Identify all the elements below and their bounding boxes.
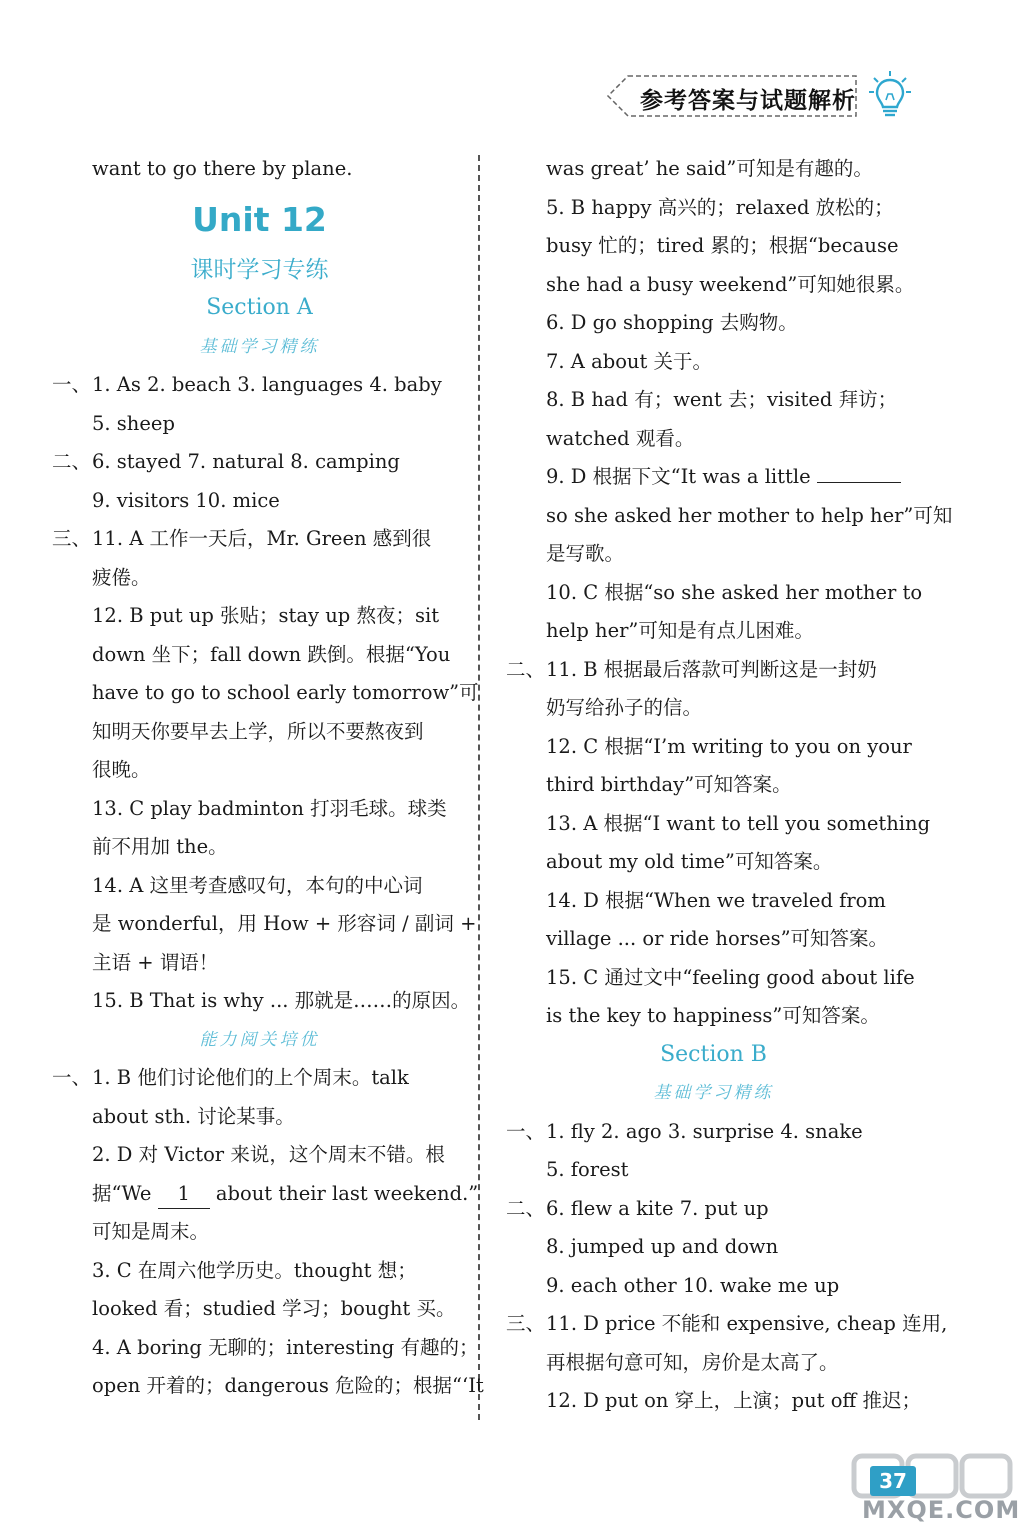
answer-line: 很晚。: [92, 758, 151, 781]
category-title: 能力阅关培优: [199, 1029, 320, 1050]
answer-line: 5. B happy 高兴的；relaxed 放松的；: [546, 195, 894, 219]
answer-line: [52, 1175, 479, 1214]
answer-line: 主语 + 谓语！: [92, 950, 219, 974]
answer-line: watched 观看。: [546, 426, 695, 450]
answer-line: 15. B That is why ... 那就是……的原因。: [92, 989, 471, 1012]
page-number: 37: [870, 1466, 916, 1496]
answer-line: 14. A 这里考查感叹句，本句的中心词: [92, 873, 423, 897]
answer-line: [52, 520, 467, 559]
answer-line: looked 看；studied 学习；bought 买。: [92, 1297, 456, 1320]
answer-line: 可知是周末。: [92, 1220, 210, 1243]
blank-line: [817, 482, 901, 483]
answer-text: 11. A 工作一天后，Mr. Green 感到很: [92, 527, 432, 550]
answer-line: about sth. 讨论某事。: [92, 1104, 295, 1128]
answer-line: is the key to happiness”可知答案。: [546, 1004, 880, 1027]
watermark-text: MXQE.COM: [862, 1496, 1021, 1524]
column-divider: [478, 155, 480, 1420]
answer-line: [52, 366, 467, 405]
answer-line: want to go there by plane.: [92, 157, 353, 180]
answer-line: third birthday”可知答案。: [546, 773, 792, 796]
answer-line: 4. A boring 无聊的；interesting 有趣的；: [92, 1335, 479, 1359]
answer-line: [52, 1059, 467, 1098]
section-title: Section A: [206, 295, 313, 320]
answer-line: 10. C 根据“so she asked her mother to: [546, 580, 923, 604]
answer-line: [506, 651, 921, 690]
answer-line: 6. D go shopping 去购物。: [546, 311, 798, 334]
answer-line: down 坐下；fall down 跌倒。根据“You: [92, 642, 451, 666]
category-title: 基础学习精练: [199, 336, 320, 357]
answer-text: 1. fly 2. ago 3. surprise 4. snake: [546, 1119, 863, 1143]
part-marker: 二、: [506, 657, 546, 681]
answer-text: 6. flew a kite 7. put up: [546, 1196, 769, 1220]
answer-line: 奶写给孙子的信。: [546, 696, 703, 719]
answer-line: 8. jumped up and down: [546, 1235, 779, 1258]
header-title: 参考答案与试题解析: [640, 87, 856, 114]
answer-line: 2. D 对 Victor 来说，这个周末不错。根: [92, 1143, 445, 1166]
part-marker: 一、: [52, 373, 92, 396]
category-title: 基础学习精练: [653, 1083, 774, 1103]
answer-line: village ... or ride horses”可知答案。: [546, 927, 889, 950]
answer-line: 5. sheep: [92, 411, 175, 435]
answer-text: 1. B 他们讨论他们的上个周末。talk: [92, 1066, 409, 1089]
answer-line: 9. each other 10. wake me up: [546, 1273, 840, 1297]
answer-line: [506, 1113, 921, 1152]
answer-line: busy 忙的；tired 累的；根据“because: [546, 234, 899, 257]
answer-line: 12. D put on 穿上，上演；put off 推迟；: [546, 1389, 921, 1412]
answer-text: 6. stayed 7. natural 8. camping: [92, 450, 400, 473]
part-marker: 一、: [506, 1119, 546, 1143]
answer-text: 11. B 根据最后落款可判断这是一封奶: [546, 657, 877, 681]
answer-line: so she asked her mother to help her”可知: [546, 503, 953, 527]
answer-text: about their last weekend.”: [215, 1181, 479, 1205]
answer-line: open 开着的；dangerous 危险的；根据“‘It: [92, 1374, 484, 1397]
unit-title: Unit 12: [192, 199, 327, 239]
right-column: [506, 150, 953, 1421]
sub-title: 课时学习专练: [190, 256, 329, 283]
answer-line: 是 wonderful，用 How + 形容词 / 副词 +: [92, 912, 477, 935]
answer-line: 再根据句意可知，房价是太高了。: [546, 1350, 839, 1374]
answer-line: 15. C 通过文中“feeling good about life: [546, 965, 915, 989]
answer-line: 12. C 根据“I’m writing to you on your: [546, 734, 912, 758]
answer-line: [506, 1305, 948, 1344]
answer-line: was great’ he said”可知是有趣的。: [546, 157, 873, 180]
part-marker: 二、: [506, 1196, 546, 1220]
answer-text: 1. As 2. beach 3. languages 4. baby: [92, 373, 442, 396]
answer-line: 知明天你要早去上学，所以不要熬夜到: [92, 719, 424, 743]
answer-line: 9. visitors 10. mice: [92, 488, 280, 512]
answer-line: 5. forest: [546, 1158, 629, 1181]
part-marker: 二、: [52, 450, 92, 473]
answer-line: 8. B had 有；went 去；visited 拜访；: [546, 388, 898, 411]
part-marker: 三、: [52, 527, 92, 550]
answer-line: 13. A 根据“I want to tell you something: [546, 811, 931, 835]
answer-text: 据“We: [92, 1181, 152, 1205]
section-title: Section B: [660, 1041, 767, 1067]
answer-line: about my old time”可知答案。: [546, 850, 833, 873]
answer-line: 是写歌。: [546, 542, 625, 565]
answer-line: 12. B put up 张贴；stay up 熬夜；sit: [92, 604, 440, 627]
answer-line: help her”可知是有点儿困难。: [546, 619, 814, 642]
answer-line: [506, 458, 921, 497]
answer-line: have to go to school early tomorrow”可: [92, 681, 479, 704]
answer-text: 11. D price 不能和 expensive, cheap 连用,: [546, 1312, 948, 1335]
header-badge: [606, 74, 858, 118]
lightbulb-icon: [868, 70, 912, 126]
blank-line: 1: [158, 1180, 210, 1209]
answer-line: [506, 1190, 921, 1229]
answer-line: 前不用加 the。: [92, 835, 228, 858]
answer-line: 疲倦。: [92, 565, 151, 589]
answer-line: [52, 443, 467, 482]
left-column: [52, 150, 484, 1406]
answer-line: 13. C play badminton 打羽毛球。球类: [92, 796, 447, 820]
answer-line: 3. C 在周六他学历史。thought 想；: [92, 1258, 417, 1282]
part-marker: 三、: [506, 1312, 546, 1335]
answer-text: 9. D 根据下文“It was a little: [546, 465, 811, 488]
answer-line: she had a busy weekend”可知她很累。: [546, 272, 915, 296]
answer-line: 14. D 根据“When we traveled from: [546, 888, 886, 912]
answer-line: 7. A about 关于。: [546, 349, 713, 373]
part-marker: 一、: [52, 1066, 92, 1089]
